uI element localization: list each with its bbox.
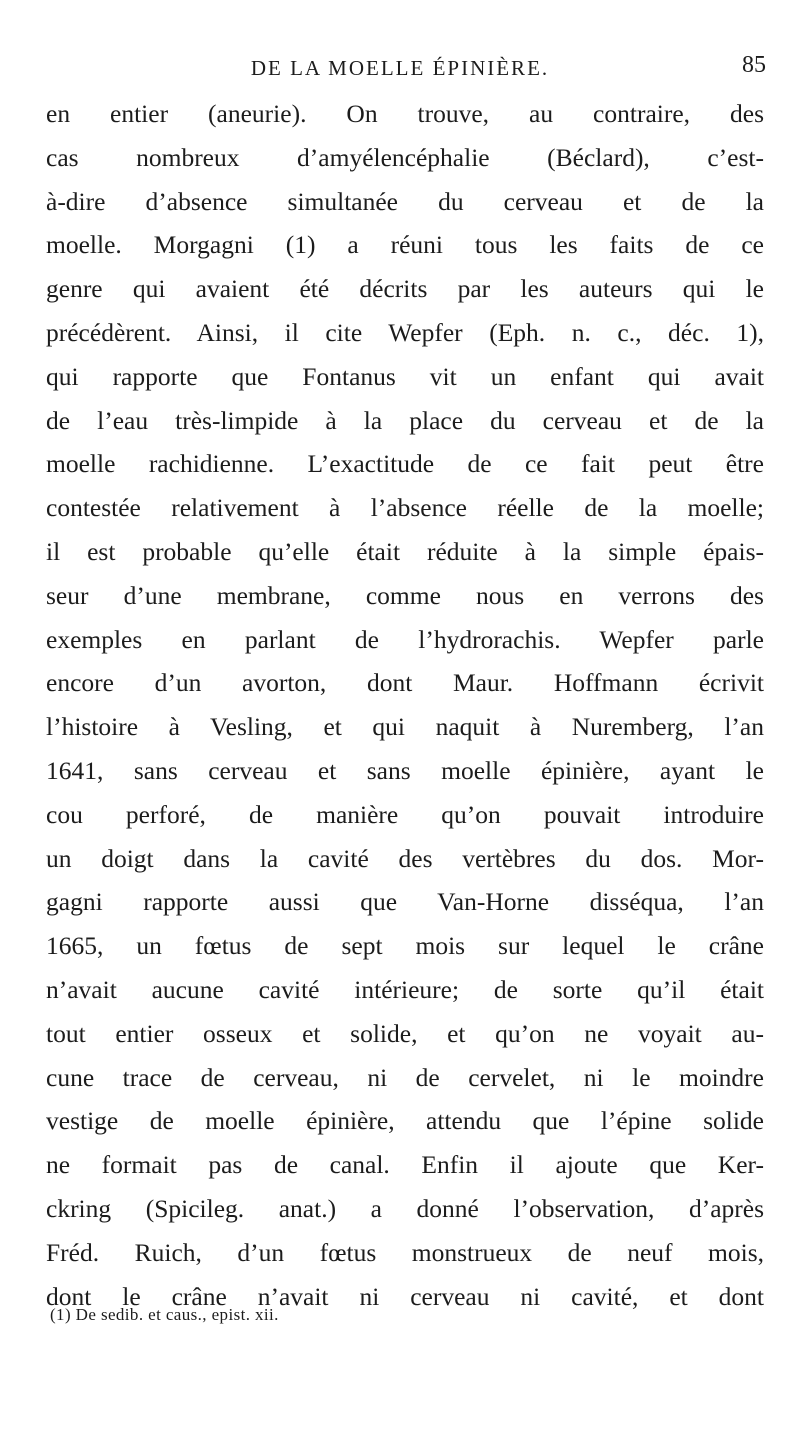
text-line: en entier (aneurie). On trouve, au contraire, des	[46, 99, 764, 128]
text-line: exemples en parlant de l’hydrorachis. Wepfer parle	[46, 624, 764, 654]
page-header	[0, 52, 800, 90]
text-line: à-dire d’absence simultanée du cerveau et de la	[46, 186, 764, 216]
text-line: il est probable qu’elle était réduite à la simple épais-	[46, 536, 764, 566]
text-line: gagni rapporte aussi que Van-Horne disséqua, l’an	[46, 887, 764, 917]
text-line: cas nombreux d’amyélencéphalie (Béclard), c’est-	[46, 142, 764, 172]
text-line: n’avait aucune cavité intérieure; de sorte qu’il était	[46, 974, 764, 1004]
text-line: contestée relativement à l’absence réelle de la moelle;	[46, 493, 764, 523]
text-line: tout entier osseux et solide, et qu’on ne voyait au-	[46, 1018, 764, 1048]
text-line: cou perforé, de manière qu’on pouvait introduire	[46, 799, 764, 829]
text-line: 1641, sans cerveau et sans moelle épinière, ayant le	[46, 755, 764, 785]
page-number: 85	[742, 52, 766, 78]
text-line: vestige de moelle épinière, attendu que l’épine solide	[46, 1106, 764, 1136]
text-line: Fréd. Ruich, d’un fœtus monstrueux de neuf mois,	[46, 1237, 764, 1267]
text-line: moelle. Morgagni (1) a réuni tous les faits de ce	[46, 230, 764, 260]
text-line: l’histoire à Vesling, et qui naquit à Nuremberg, l’an	[46, 712, 764, 742]
text-line: genre qui avaient été décrits par les auteurs qui le	[46, 274, 764, 304]
text-line: dont le crâne n’avait ni cerveau ni cavité, et dont	[46, 1281, 764, 1311]
text-line: ne formait pas de canal. Enfin il ajoute que Ker-	[46, 1150, 764, 1180]
text-line: seur d’une membrane, comme nous en verrons des	[46, 580, 764, 610]
body-text	[46, 92, 764, 1318]
text-line: un doigt dans la cavité des vertèbres du dos. Mor-	[46, 843, 764, 873]
text-line: ckring (Spicileg. anat.) a donné l’observation, d’après	[46, 1193, 764, 1223]
text-line: qui rapporte que Fontanus vit un enfant qui avait	[46, 361, 764, 391]
text-line: précédèrent. Ainsi, il cite Wepfer (Eph. n. c., déc. 1),	[46, 317, 764, 347]
text-line: 1665, un fœtus de sept mois sur lequel le crâne	[46, 931, 764, 961]
text-line: encore d’un avorton, dont Maur. Hoffmann écrivit	[46, 668, 764, 698]
text-line: de l’eau très-limpide à la place du cerveau et de la	[46, 405, 764, 435]
footnote: (1) De sedib. et caus., epist. xii.	[50, 1305, 279, 1324]
text-line: cune trace de cerveau, ni de cervelet, ni le moindre	[46, 1062, 764, 1092]
running-head: DE LA MOELLE ÉPINIÈRE.	[250, 56, 550, 80]
text-line: moelle rachidienne. L’exactitude de ce fait peut être	[46, 449, 764, 479]
